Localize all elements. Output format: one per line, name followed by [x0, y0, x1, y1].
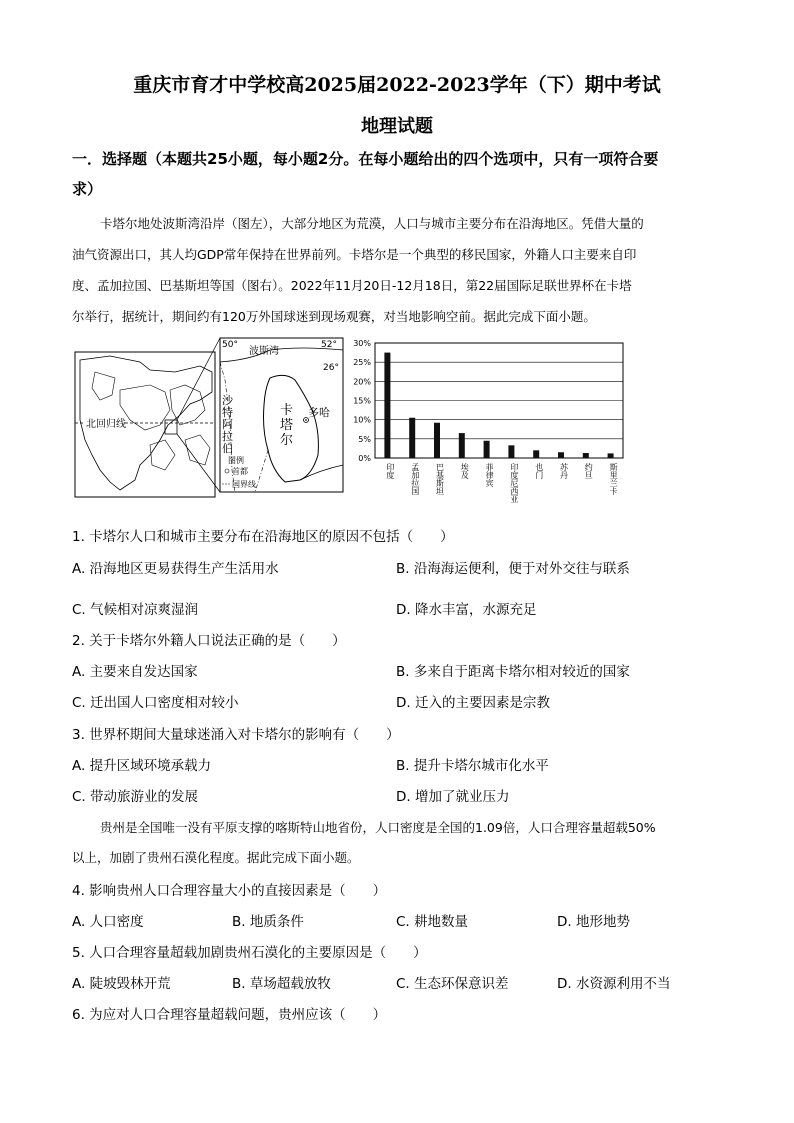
- question-4-option-c[interactable]: C. 耕地数量: [396, 914, 469, 930]
- qatar-label-char: 塔: [280, 418, 294, 433]
- chart-category-label: 斯里兰卡: [609, 463, 619, 495]
- passage2-line: 贵州是全国唯一没有平原支撑的喀斯特山地省份，人口密度是全国的1.09倍，人口合理容量超载50%: [100, 820, 656, 835]
- saudi-label-char: 拉: [222, 430, 233, 443]
- question-2-option-c[interactable]: C. 迁出国人口密度相对较小: [72, 695, 239, 711]
- question-3-option-b[interactable]: B. 提升卡塔尔城市化水平: [396, 758, 549, 774]
- passage1-line: 油气资源出口，其人均GDP常年保持在世界前列。卡塔尔是一个典型的移民国家，外籍人口主要来自印: [72, 247, 637, 262]
- question-2-stem: 2. 关于卡塔尔外籍人口说法正确的是（ ）: [72, 633, 346, 649]
- question-4-stem: 4. 影响贵州人口合理容量大小的直接因素是（ ）: [72, 883, 387, 899]
- question-3-option-a[interactable]: A. 提升区域环境承载力: [72, 758, 212, 774]
- chart-ytick-label: 5%: [358, 434, 371, 444]
- chart-ytick-label: 25%: [353, 358, 371, 368]
- question-5-option-d[interactable]: D. 水资源利用不当: [557, 976, 671, 992]
- qatar-label-char: 尔: [280, 433, 294, 448]
- chart-bar: [558, 452, 564, 458]
- passage1-line: 卡塔尔地处波斯湾沿岸（图左），大部分地区为荒漠，人口与城市主要分布在沿海地区。凭借大量的: [100, 216, 644, 231]
- legend-border-label: 国界线: [232, 480, 256, 489]
- passage1-line: 尔举行，据统计，期间约有120万外国球迷到现场观赛，对当地影响空前。据此完成下面小题。: [72, 309, 596, 324]
- question-6-stem: 6. 为应对人口合理容量超载问题，贵州应该（ ）: [72, 1007, 387, 1023]
- qatar-map: [220, 338, 343, 492]
- lon-52-label: 52°: [321, 340, 337, 350]
- chart-category-label: 也门: [534, 463, 544, 479]
- question-3-option-c[interactable]: C. 带动旅游业的发展: [72, 789, 199, 805]
- question-4-option-b[interactable]: B. 地质条件: [232, 914, 304, 930]
- section-heading-line2: 求）: [72, 180, 103, 198]
- chart-ytick-label: 20%: [353, 377, 371, 387]
- legend-capital-label: 首都: [232, 467, 248, 476]
- passage2-line: 以上，加剧了贵州石漠化程度。据此完成下面小题。: [72, 850, 360, 865]
- chart-bar: [459, 433, 465, 458]
- lon-50-label: 50°: [222, 340, 238, 350]
- question-2-option-b[interactable]: B. 多来自于距离卡塔尔相对较近的国家: [396, 664, 630, 680]
- question-1-option-a[interactable]: A. 沿海地区更易获得生产生活用水: [72, 561, 279, 577]
- chart-category-label: 约旦: [584, 463, 594, 479]
- question-4-option-d[interactable]: D. 地形地势: [557, 914, 630, 930]
- legend-title: 图例: [228, 456, 244, 465]
- chart-category-label: 菲律宾: [485, 463, 495, 487]
- chart-bar: [409, 418, 415, 458]
- question-3-option-d[interactable]: D. 增加了就业压力: [396, 789, 510, 805]
- lat-26-label: 26°: [323, 363, 339, 373]
- question-5-option-c[interactable]: C. 生态环保意识差: [396, 976, 509, 992]
- chart-bar: [484, 441, 490, 458]
- question-1-option-b[interactable]: B. 沿海海运便利，便于对外交往与联系: [396, 561, 630, 577]
- chart-bar: [608, 453, 614, 458]
- chart-bar: [384, 353, 390, 458]
- chart-bar: [508, 445, 514, 458]
- question-1-stem: 1. 卡塔尔人口和城市主要分布在沿海地区的原因不包括（ ）: [72, 529, 454, 545]
- chart-ytick-label: 10%: [353, 415, 371, 425]
- chart-bar: [434, 423, 440, 458]
- tropic-label: 北回归线: [86, 419, 126, 430]
- question-1-option-c[interactable]: C. 气候相对凉爽湿润: [72, 602, 199, 618]
- question-5-option-a[interactable]: A. 陡坡毁林开荒: [72, 976, 171, 992]
- saudi-label-char: 特: [222, 406, 233, 419]
- question-5-stem: 5. 人口合理容量超载加剧贵州石漠化的主要原因是（ ）: [72, 945, 427, 961]
- chart-category-label: 印度: [385, 463, 395, 479]
- chart-category-label: 孟加拉国: [410, 463, 420, 495]
- passage1-line: 度、孟加拉国、巴基斯坦等国（图右）。2022年11月20日-12月18日，第22届国际足联世界杯在卡塔: [72, 278, 632, 293]
- chart-category-label: 苏丹: [559, 463, 569, 479]
- document-subtitle: 地理试题: [361, 116, 433, 137]
- section-heading-line1: 一．选择题（本题共25小题，每小题2分。在每小题给出的四个选项中，只有一项符合要: [72, 150, 659, 168]
- qatar-label-char: 卡: [280, 403, 294, 418]
- chart-category-label: 巴基斯坦: [435, 463, 445, 495]
- doha-label: 多哈: [308, 406, 330, 419]
- question-2-option-a[interactable]: A. 主要来自发达国家: [72, 664, 198, 680]
- figure-map-and-chart: [0, 0, 794, 520]
- chart-bar: [583, 453, 589, 458]
- question-2-option-d[interactable]: D. 迁入的主要因素是宗教: [396, 695, 550, 711]
- chart-ytick-label: 15%: [353, 396, 371, 406]
- document-title: 重庆市育才中学校高2025届2022-2023学年（下）期中考试: [133, 74, 661, 96]
- question-4-option-a[interactable]: A. 人口密度: [72, 914, 144, 930]
- saudi-label-char: 伯: [222, 442, 233, 455]
- chart-category-label: 埃及: [460, 463, 470, 479]
- foreign-population-bar-chart: [353, 339, 623, 503]
- saudi-label-char: 阿: [222, 418, 233, 431]
- question-3-stem: 3. 世界杯期间大量球迷涌入对卡塔尔的影响有（ ）: [72, 727, 400, 743]
- chart-ytick-label: 30%: [353, 339, 371, 348]
- gulf-label: 波斯湾: [249, 346, 279, 357]
- chart-category-label: 印度尼西亚: [509, 463, 519, 503]
- chart-bar: [533, 450, 539, 458]
- region-map: [75, 338, 220, 497]
- chart-ytick-label: 0%: [358, 454, 371, 463]
- saudi-label-char: 沙: [222, 394, 233, 407]
- question-1-option-d[interactable]: D. 降水丰富，水源充足: [396, 602, 537, 618]
- question-5-option-b[interactable]: B. 草场超载放牧: [232, 976, 331, 992]
